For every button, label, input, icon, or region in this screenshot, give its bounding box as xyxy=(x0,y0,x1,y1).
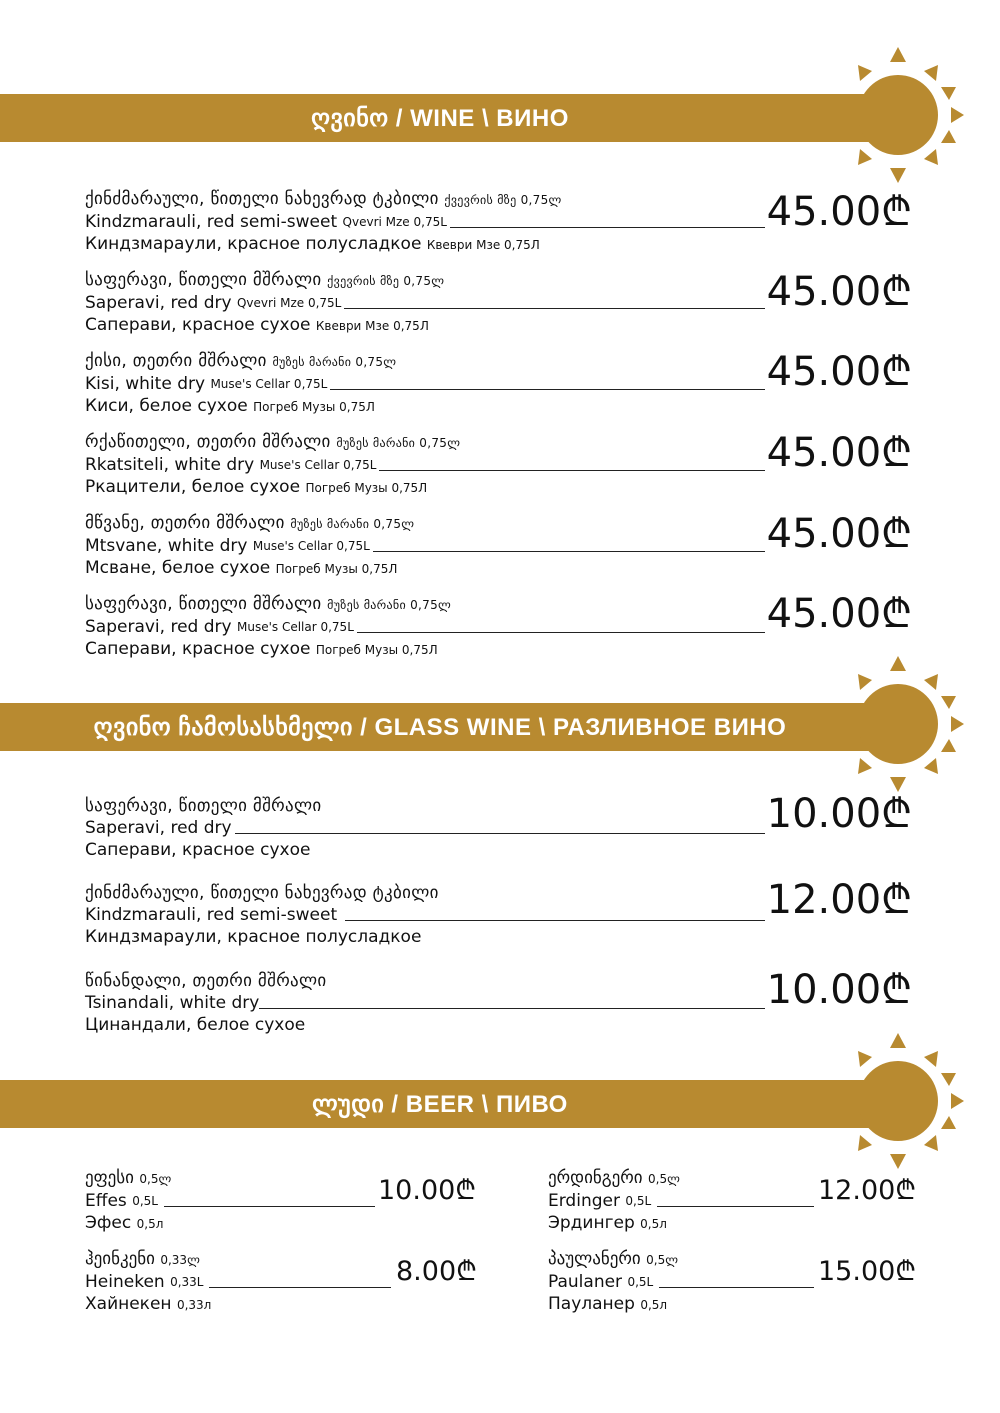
beer-name-ka: ერდინგერი xyxy=(548,1168,643,1188)
beer-note-ru: 0,33л xyxy=(176,1298,212,1312)
beer-note-ru: 0,5л xyxy=(136,1217,164,1231)
wine-name-en: Mtsvane, white dry xyxy=(85,536,248,556)
leader-line xyxy=(450,227,765,228)
beer-name-ru: Пауланер xyxy=(548,1294,635,1314)
section-title-glass-wine: ღვინო ჩამოსასხმელი / GLASS WINE \ РАЗЛИВНОЕ ВИНО xyxy=(93,713,787,741)
wine-note-ka: მუზეს მარანი 0,75ლ xyxy=(272,355,397,369)
wine-note-en: Muse's Cellar 0,75L xyxy=(259,458,377,472)
glass-wine-name-en: Saperavi, red dry xyxy=(85,818,232,838)
wine-price: 45.00₾ xyxy=(766,591,912,637)
section-title-beer: ლუდი / BEER \ ПИВО xyxy=(312,1090,568,1118)
sun-icon xyxy=(850,656,966,792)
leader-line xyxy=(357,632,765,633)
glass-wine-name-ru: Цинандали, белое сухое xyxy=(85,1015,306,1035)
wine-item xyxy=(85,350,765,418)
leader-line xyxy=(235,833,765,834)
beer-name-ru: Хайнекен xyxy=(85,1294,172,1314)
beer-name-ru: Эфес xyxy=(85,1213,132,1233)
beer-name-ka: ჰეინკენი xyxy=(85,1249,155,1269)
beer-name-ka: პაულანერი xyxy=(548,1249,641,1269)
wine-price: 45.00₾ xyxy=(766,349,912,395)
beer-item xyxy=(85,1167,375,1235)
wine-note-ru: Погреб Музы 0,75Л xyxy=(275,562,398,576)
wine-note-ka: მუზეს მარანი 0,75ლ xyxy=(336,436,461,450)
glass-wine-item xyxy=(85,970,765,1036)
leader-line xyxy=(330,389,765,390)
leader-line xyxy=(259,1008,765,1009)
beer-price: 12.00₾ xyxy=(818,1175,917,1206)
wine-note-en: Muse's Cellar 0,75L xyxy=(210,377,328,391)
glass-wine-name-ka: წინანდალი, თეთრი მშრალი xyxy=(85,971,327,991)
wine-name-en: Kindzmarauli, red semi-sweet xyxy=(85,212,338,232)
wine-note-en: Qvevri Mze 0,75L xyxy=(236,296,342,310)
wine-name-ru: Ркацители, белое сухое xyxy=(85,477,301,497)
glass-wine-name-en: Kindzmarauli, red semi-sweet xyxy=(85,905,338,925)
wine-item xyxy=(85,269,765,337)
beer-name-ru: Эрдингер xyxy=(548,1213,635,1233)
wine-name-ru: Саперави, красное сухое xyxy=(85,315,311,335)
beer-note-ka: 0,5ლ xyxy=(648,1172,680,1186)
wine-name-ka: საფერავი, წითელი მშრალი xyxy=(85,270,322,290)
wine-name-en: Saperavi, red dry xyxy=(85,617,232,637)
beer-price: 10.00₾ xyxy=(378,1175,477,1206)
wine-note-ru: Квеври Мзе 0,75Л xyxy=(315,319,429,333)
wine-name-ka: ქისი, თეთრი მშრალი xyxy=(85,351,267,371)
wine-price: 45.00₾ xyxy=(766,511,912,557)
beer-note-ka: 0,5ლ xyxy=(646,1253,678,1267)
section-header-beer xyxy=(0,1080,900,1128)
glass-wine-name-ka: ქინძმარაული, წითელი ნახევრად ტკბილი xyxy=(85,883,439,903)
wine-item xyxy=(85,593,765,661)
wine-item xyxy=(85,188,765,256)
glass-wine-name-ka: საფერავი, წითელი მშრალი xyxy=(85,796,322,816)
beer-item xyxy=(85,1248,391,1316)
wine-note-ru: Погреб Музы 0,75Л xyxy=(315,643,438,657)
wine-name-ru: Киси, белое сухое xyxy=(85,396,248,416)
wine-note-en: Muse's Cellar 0,75L xyxy=(236,620,354,634)
section-header-glass-wine xyxy=(0,703,900,751)
wine-name-en: Kisi, white dry xyxy=(85,374,206,394)
section-title-wine: ღვინო / WINE \ ВИНО xyxy=(311,104,569,132)
wine-name-ru: Киндзмараули, красное полусладкое xyxy=(85,234,422,254)
beer-name-ka: ეფესი xyxy=(85,1168,134,1188)
wine-name-en: Rkatsiteli, white dry xyxy=(85,455,255,475)
wine-price: 45.00₾ xyxy=(766,189,912,235)
section-header-wine xyxy=(0,94,900,142)
wine-price: 45.00₾ xyxy=(766,430,912,476)
beer-note-ru: 0,5л xyxy=(640,1298,668,1312)
wine-name-ru: Саперави, красное сухое xyxy=(85,639,311,659)
wine-name-en: Saperavi, red dry xyxy=(85,293,232,313)
wine-note-en: Qvevri Mze 0,75L xyxy=(342,215,447,229)
sun-icon xyxy=(850,47,966,183)
leader-line xyxy=(164,1206,375,1207)
wine-item xyxy=(85,512,765,580)
wine-note-ka: მუზეს მარანი 0,75ლ xyxy=(290,517,415,531)
wine-note-en: Muse's Cellar 0,75L xyxy=(252,539,370,553)
beer-note-en: 0,33L xyxy=(170,1275,204,1289)
wine-name-ka: მწვანე, თეთრი მშრალი xyxy=(85,513,285,533)
wine-item xyxy=(85,431,765,499)
beer-price: 8.00₾ xyxy=(396,1256,477,1287)
wine-note-ru: Погреб Музы 0,75Л xyxy=(253,400,375,414)
beer-item xyxy=(548,1248,814,1316)
beer-item xyxy=(548,1167,814,1235)
glass-wine-item xyxy=(85,795,765,861)
beer-name-en: Paulaner xyxy=(548,1272,623,1292)
wine-price: 45.00₾ xyxy=(766,269,912,315)
leader-line xyxy=(373,551,765,552)
wine-note-ka: ქვევრის მზე 0,75ლ xyxy=(444,193,562,207)
glass-wine-price: 10.00₾ xyxy=(766,791,912,837)
wine-name-ru: Мсване, белое сухое xyxy=(85,558,271,578)
glass-wine-price: 12.00₾ xyxy=(766,877,912,923)
leader-line xyxy=(657,1206,814,1207)
wine-note-ka: ქვევრის მზე 0,75ლ xyxy=(327,274,445,288)
wine-name-ka: რქაწითელი, თეთრი მშრალი xyxy=(85,432,331,452)
beer-note-ka: 0,33ლ xyxy=(160,1253,200,1267)
beer-name-en: Erdinger xyxy=(548,1191,620,1211)
leader-line xyxy=(209,1287,391,1288)
glass-wine-name-ru: Киндзмараули, красное полусладкое xyxy=(85,927,422,947)
beer-note-en: 0,5L xyxy=(627,1275,654,1289)
beer-note-ru: 0,5л xyxy=(640,1217,667,1231)
wine-note-ka: მუზეს მარანი 0,75ლ xyxy=(327,598,452,612)
leader-line xyxy=(659,1287,814,1288)
wine-note-ru: Погреб Музы 0,75Л xyxy=(305,481,428,495)
glass-wine-name-ru: Саперави, красное сухое xyxy=(85,840,311,860)
leader-line xyxy=(344,308,765,309)
beer-name-en: Effes xyxy=(85,1191,127,1211)
leader-line xyxy=(379,470,765,471)
sun-icon xyxy=(850,1033,966,1169)
wine-name-ka: საფერავი, წითელი მშრალი xyxy=(85,594,322,614)
glass-wine-price: 10.00₾ xyxy=(766,967,912,1013)
beer-note-en: 0,5L xyxy=(132,1194,158,1208)
leader-line xyxy=(345,920,765,921)
beer-name-en: Heineken xyxy=(85,1272,165,1292)
beer-price: 15.00₾ xyxy=(818,1256,917,1287)
beer-note-en: 0,5L xyxy=(625,1194,652,1208)
glass-wine-name-en: Tsinandali, white dry xyxy=(85,993,260,1013)
wine-name-ka: ქინძმარაული, წითელი ნახევრად ტკბილი xyxy=(85,189,439,209)
wine-note-ru: Квеври Мзе 0,75Л xyxy=(426,238,540,252)
glass-wine-item xyxy=(85,882,765,948)
beer-note-ka: 0,5ლ xyxy=(139,1172,172,1186)
